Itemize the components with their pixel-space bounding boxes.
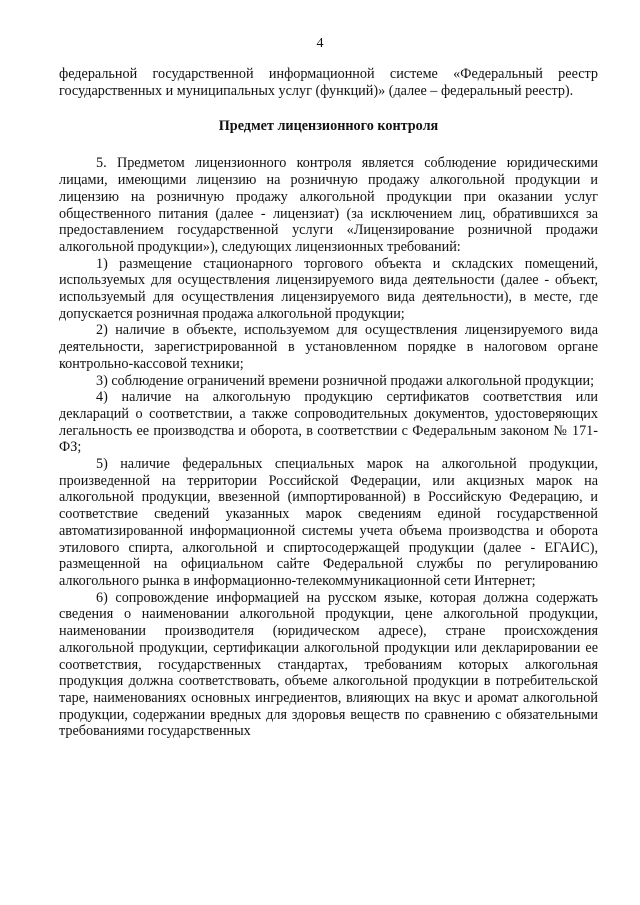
requirement-3: 3) соблюдение ограничений времени розничной продажи алкогольной продукции;	[96, 372, 595, 389]
requirement-4: 4) наличие на алкогольную продукцию сертификатов соответствия или деклараций о соответствии, а также сопроводительных документов, удостоверяющих легальность ее производства и оборота, в соответствии с Федеральным законом № 171-ФЗ;	[59, 389, 598, 456]
requirement-1: 1) размещение стационарного торгового объекта и складских помещений, используемых для осуществления лицензируемого вида деятельности (далее - объект, используемый для осуществления лицензируемого вида деятельности), в месте, где допускается розничная продажа алкогольной продукции;	[59, 255, 598, 322]
requirement-5: 5) наличие федеральных специальных марок на алкогольной продукции, произведенной на территории Российской Федерации, или акцизных марок на алкогольной продукции, ввезенной (импортированной) в Российскую Федерацию, и соответствие сведений указанных марок сведениям единой государственной автоматизированной информационной системы учета объема производства и оборота этилового спирта, алкогольной и спиртосодержащей продукции (далее - ЕГАИС), размещенной на официальном сайте Федеральной службы по регулированию алкогольного рынка в информационно-телекоммуникационной сети Интернет;	[59, 456, 598, 589]
section-heading: Предмет лицензионного контроля	[218, 118, 439, 135]
page-number: 4	[316, 36, 324, 51]
intro-paragraph: федеральной государственной информационной системе «Федеральный реестр государственных и муниципальных услуг (функций)» (далее – федеральный реестр).	[59, 66, 598, 99]
requirement-6: 6) сопровождение информацией на русском языке, которая должна содержать сведения о наименовании алкогольной продукции, цене алкогольной продукции, наименовании производителя (юридическом адресе), стране происхождения алкогольной продукции, сертификации алкогольной продукции или декларировании ее соответствия, государственных стандартах, требованиям которых алкогольная продукция должна соответствовать, объеме алкогольной продукции в потребительской таре, наименованиях основных ингредиентов, влияющих на вкус и аромат алкогольной продукции, содержании вредных для здоровья веществ по сравнению с обязательными требованиями государственных	[59, 589, 598, 740]
requirement-2: 2) наличие в объекте, используемом для осуществления лицензируемого вида деятельности, зарегистрированной в установленном порядке в налоговом органе контрольно-кассовой техники;	[59, 322, 598, 372]
paragraph-5: 5. Предметом лицензионного контроля является соблюдение юридическими лицами, имеющими лицензию на розничную продажу алкогольной продукции и лицензию на розничную продажу алкогольной продукции при оказании услуг общественного питания (далее - лицензиат) (за исключением лиц, обратившихся за предоставлением государственной услуги «Лицензирование розничной продажи алкогольной продукции»), следующих лицензионных требований:	[59, 155, 598, 255]
document-body	[59, 66, 598, 740]
